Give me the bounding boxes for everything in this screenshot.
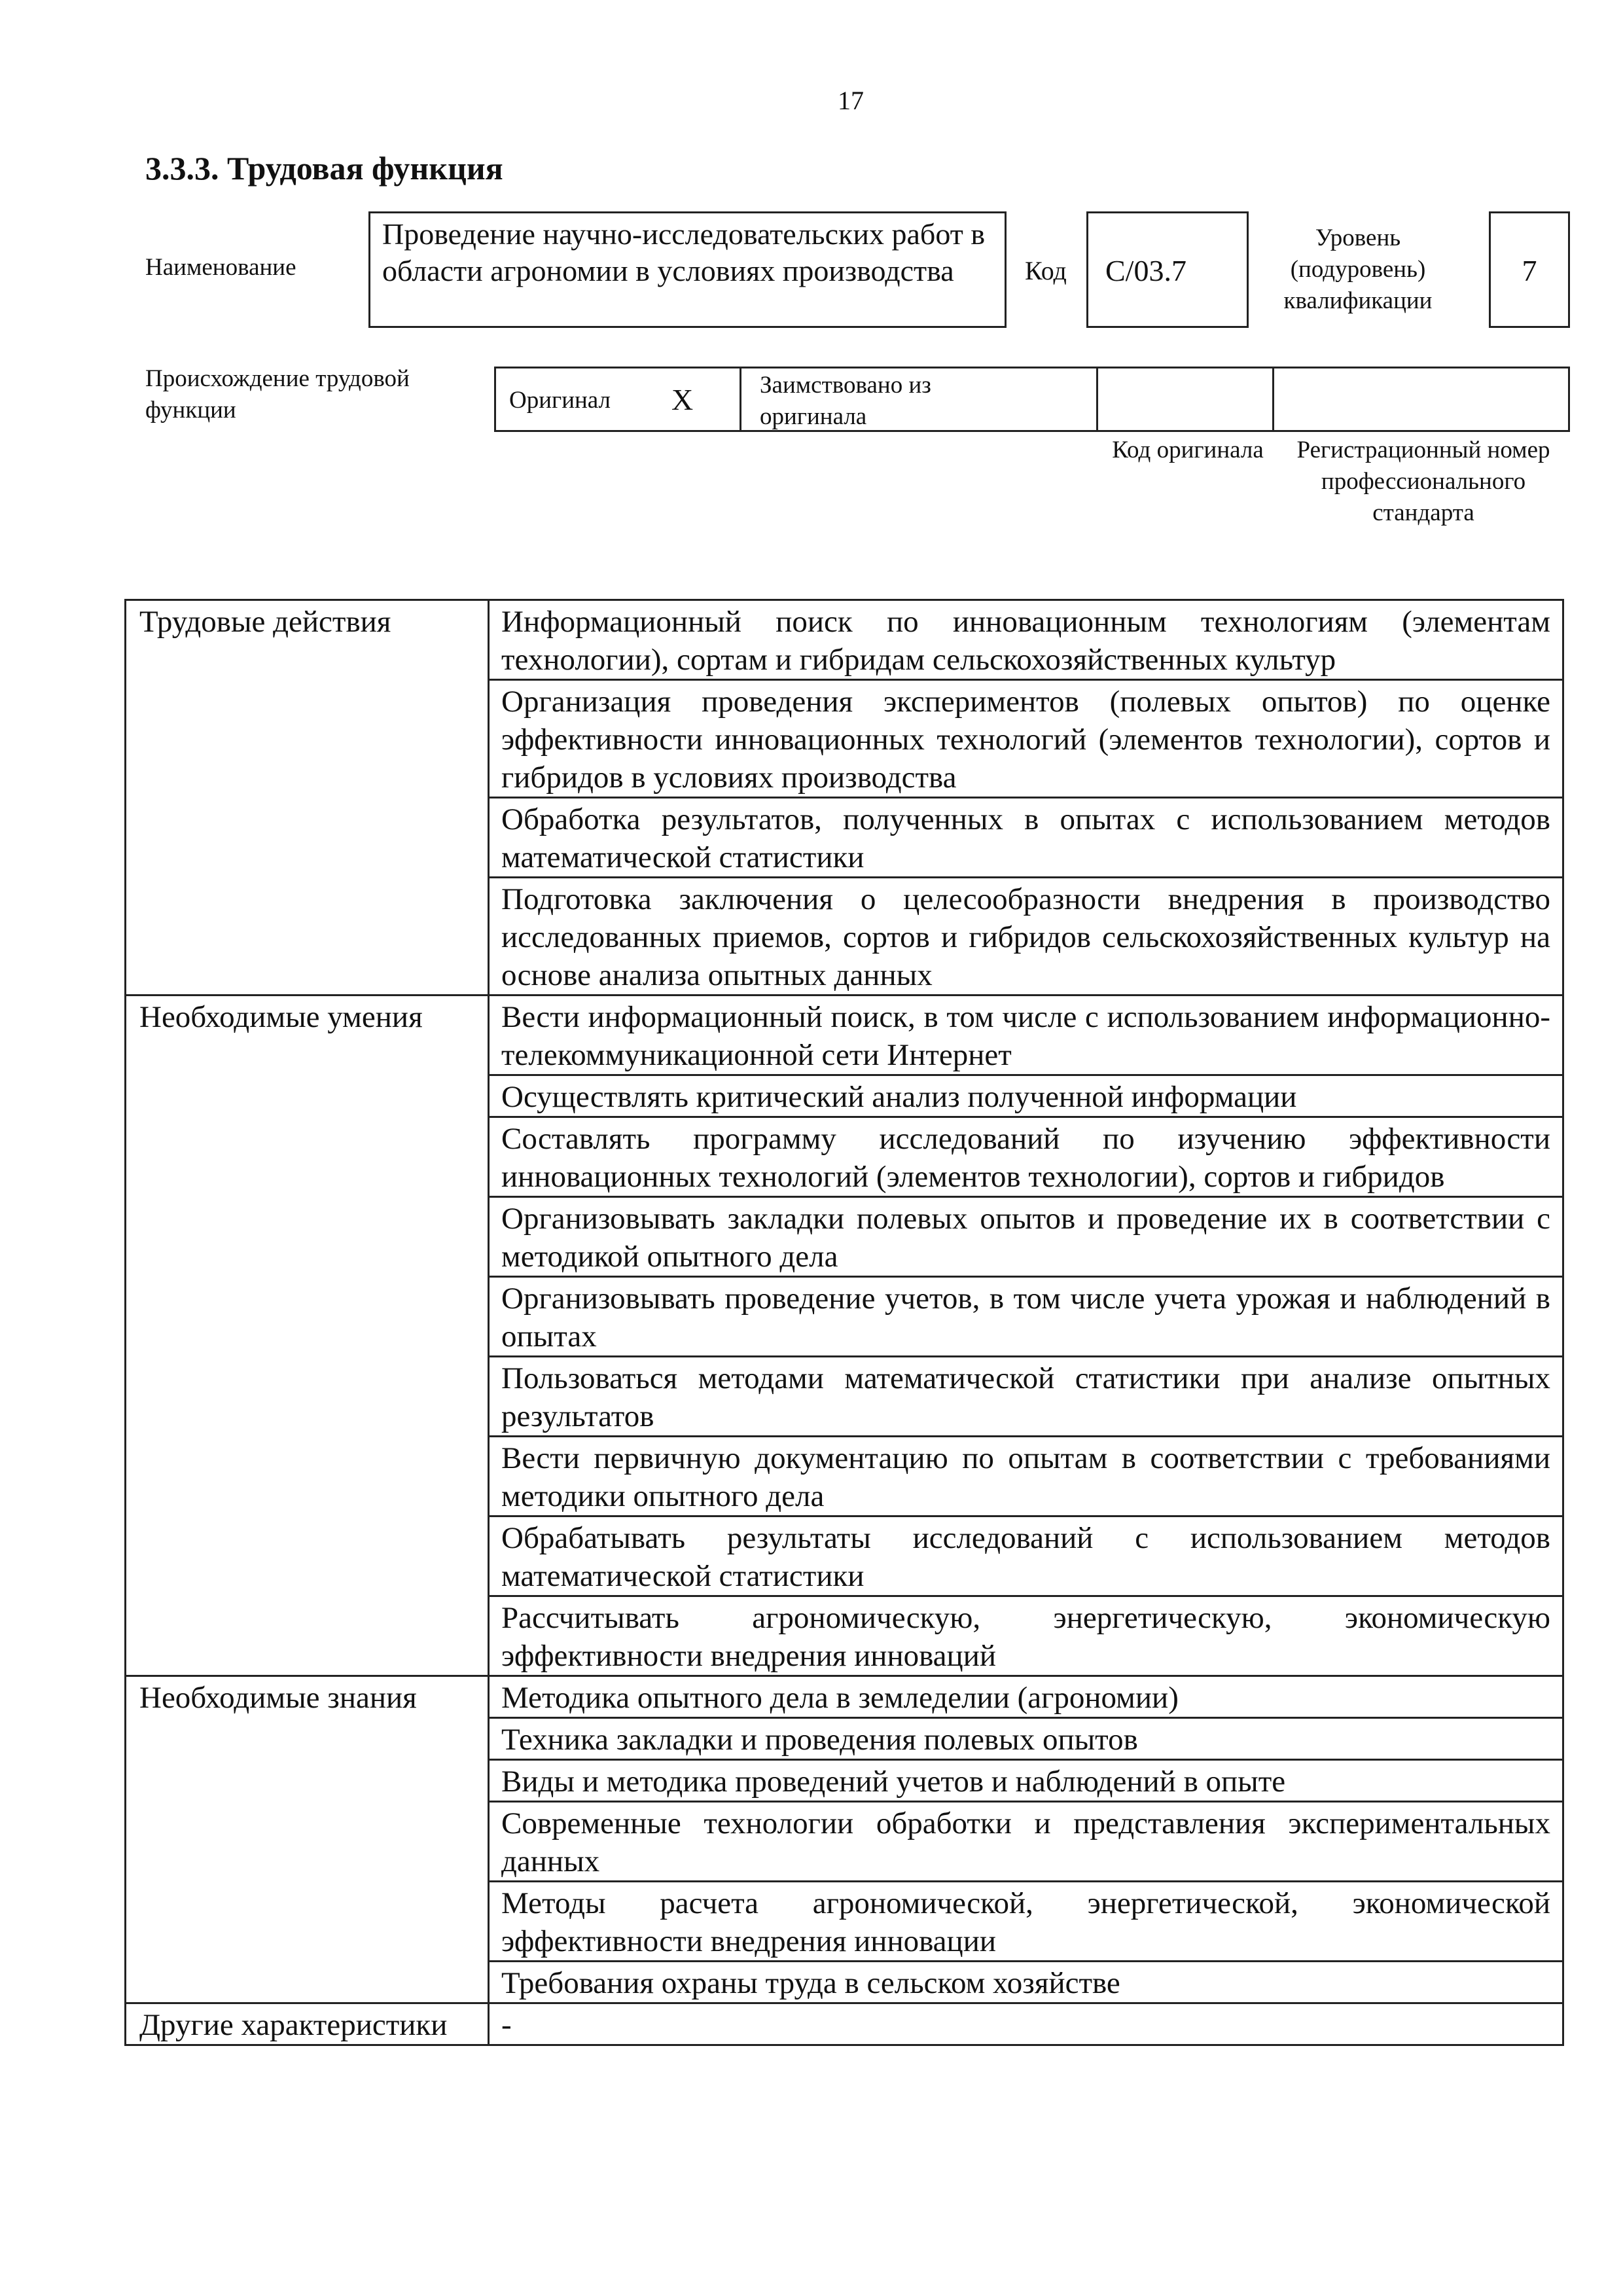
code-value: С/03.7 [1105, 254, 1186, 287]
item-cell: Составлять программу исследований по изучению эффективности инновационных технологий (элементов технологии), сортов и гибридов [489, 1117, 1563, 1197]
table-row [126, 1676, 1563, 1718]
original-mark: Х [671, 383, 694, 416]
item-cell: Требования охраны труда в сельском хозяйстве [489, 1962, 1563, 2003]
item-cell: Вести первичную документацию по опытам в соответствии с требованиями методики опытного дела [489, 1437, 1563, 1516]
name-value: Проведение научно-исследовательских работ в области агрономии в условиях производства [382, 217, 986, 287]
code-original-caption: Код оригинала [1112, 437, 1264, 463]
item-cell: Методика опытного дела в земледелии (агрономии) [489, 1676, 1563, 1718]
item-cell: Информационный поиск по инновационным технологиям (элементам технологии), сортам и гибридам сельскохозяйственных культур [489, 600, 1563, 680]
item-cell: - [489, 2003, 1563, 2045]
code-value-box [1086, 211, 1249, 328]
table-row [126, 996, 1563, 1075]
table-row [126, 600, 1563, 680]
item-cell: Современные технологии обработки и представления экспериментальных данных [489, 1802, 1563, 1882]
original-cell [494, 367, 741, 432]
item-cell: Обрабатывать результаты исследований с использованием методов математической статистики [489, 1516, 1563, 1596]
code-label: Код [1025, 256, 1067, 285]
item-cell: Организовывать закладки полевых опытов и проведение их в соответствии с методикой опытного дела [489, 1197, 1563, 1277]
name-label: Наименование [145, 254, 296, 281]
item-cell: Обработка результатов, полученных в опытах с использованием методов математической статистики [489, 798, 1563, 878]
labor-function-table [124, 599, 1564, 2046]
table-row [126, 2003, 1563, 2045]
item-cell: Организация проведения экспериментов (полевых опытов) по оценке эффективности инновационных технологий (элементов технологии), сортов и гибридов в условиях производства [489, 680, 1563, 798]
name-value-box [368, 211, 1007, 328]
category-cell: Другие характеристики [126, 2003, 489, 2045]
origin-label: Происхождение трудовой функции [145, 365, 410, 423]
item-cell: Техника закладки и проведения полевых опытов [489, 1718, 1563, 1760]
item-cell: Методы расчета агрономической, энергетической, экономической эффективности внедрения инновации [489, 1882, 1563, 1962]
code-original-cell [1096, 367, 1274, 432]
borrowed-label: Заимствовано из оригинала [760, 372, 931, 430]
item-cell: Пользоваться методами математической статистики при анализе опытных результатов [489, 1357, 1563, 1437]
item-cell: Осуществлять критический анализ полученной информации [489, 1075, 1563, 1117]
category-cell: Необходимые знания [126, 1676, 489, 2003]
category-cell: Необходимые умения [126, 996, 489, 1676]
item-cell: Вести информационный поиск, в том числе с использованием информационно-телекоммуникационной сети Интернет [489, 996, 1563, 1075]
reg-number-caption: Регистрационный номер профессионального стандарта [1296, 437, 1550, 526]
level-value-box [1489, 211, 1570, 328]
level-value: 7 [1522, 254, 1537, 287]
borrowed-cell [740, 367, 1098, 432]
level-label: Уровень (подуровень) квалификации [1283, 224, 1433, 314]
item-cell: Рассчитывать агрономическую, энергетическую, экономическую эффективности внедрения инноваций [489, 1596, 1563, 1676]
page-number: 17 [838, 86, 864, 115]
original-label: Оригинал [509, 387, 611, 414]
section-title: 3.3.3. Трудовая функция [145, 150, 503, 187]
item-cell: Подготовка заключения о целесообразности внедрения в производство исследованных приемов, сортов и гибридов сельскохозяйственных культур на основе анализа опытных данных [489, 878, 1563, 996]
reg-number-cell [1272, 367, 1570, 432]
item-cell: Организовывать проведение учетов, в том числе учета урожая и наблюдений в опытах [489, 1277, 1563, 1357]
item-cell: Виды и методика проведений учетов и наблюдений в опыте [489, 1760, 1563, 1802]
category-cell: Трудовые действия [126, 600, 489, 996]
